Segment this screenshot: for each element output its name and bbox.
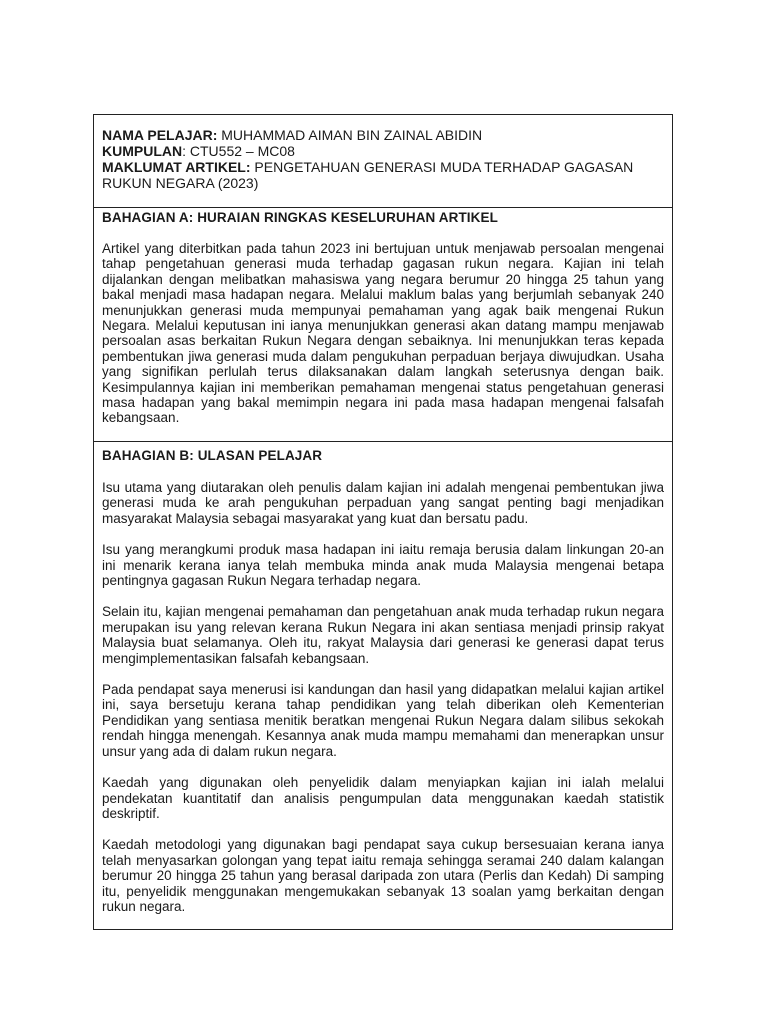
group-line: [102, 143, 664, 159]
group-value: : CTU552 – MC08: [182, 143, 295, 159]
article-info-line: [102, 159, 664, 191]
review-paragraph: Isu yang merangkumi produk masa hadapan ini iaitu remaja berusia dalam linkungan 20-an ini menarik kerana ianya telah membuka minda anak muda Malaysia mengenai betapa pentingnya gagasan Rukun Negara terhadap negara.: [102, 542, 664, 589]
section-a: [94, 210, 672, 442]
review-paragraph: Pada pendapat saya menerusi isi kandungan dan hasil yang didapatkan melalui kajian artikel ini, saya bersetuju kerana tahap pendidikan yang telah diberikan oleh Kementerian Pendidikan yang sentiasa menitik beratkan mengenai Rukun Negara dalam silibus sekokah rendah hingga menengah. Kesannya anak muda mampu memahami dan menerapkan unsur unsur yang ada di dalam rukun negara.: [102, 682, 664, 759]
student-name-label: NAMA PELAJAR:: [102, 127, 218, 143]
review-form: [93, 114, 673, 930]
student-info-block: [94, 115, 672, 208]
section-a-paragraph: Artikel yang diterbitkan pada tahun 2023 ini bertujuan untuk menjawab persoalan mengenai tahap pengetahuan generasi muda terhadap gagasan rukun negara. Kajian ini telah dijalankan dengan melibatkan mahasiswa yang negara berumur 20 hingga 25 tahun yang bakal menjadi masa hadapan negara. Melalui maklum balas yang berjumlah sebanyak 240 menunjukkan generasi muda mempunyai pemahaman yang agak baik mengenai Rukun Negara. Melalui keputusan ini ianya menunjukkan generasi akan datang mampu menjawab persoalan asas berkaitan Rukun Negara dengan sebaiknya. Ini menunjukkan teras kepada pembentukan jiwa generasi muda dalam pengukuhan perpaduan berjaya diwujudkan. Usaha yang signifikan perlulah terus dilaksanakan dalam langkah seterusnya dengan baik. Kesimpulannya kajian ini memberikan pemahaman mengenai status pengetahuan generasi masa hadapan yang bakal memimpin negara ini pada masa hadapan mengenai falsafah kebangsaan.: [102, 241, 664, 426]
section-a-title: BAHAGIAN A: HURAIAN RINGKAS KESELURUHAN ARTIKEL: [102, 210, 498, 225]
article-info-value: PENGETAHUAN GENERASI MUDA TERHADAP GAGASAN RUKUN NEGARA (2023): [102, 159, 634, 191]
student-name-line: [102, 127, 664, 143]
review-paragraph: Selain itu, kajian mengenai pemahaman dan pengetahuan anak muda terhadap rukun negara merupakan isu yang relevan kerana Rukun Negara ini akan sentiasa menjadi prinsip rakyat Malaysia buat selamanya. Oleh itu, rakyat Malaysia dari generasi ke generasi dapat terus mengimplementasikan falsafah kebangsaan.: [102, 604, 664, 666]
section-b: [94, 448, 672, 914]
review-paragraph: Kaedah metodologi yang digunakan bagi pendapat saya cukup bersesuaian kerana ianya telah menyasarkan golongan yang tepat iaitu remaja sehingga seramai 240 dalam kalangan berumur 20 hingga 25 tahun yang berasal daripada zon utara (Perlis dan Kedah) Di samping itu, penyelidik menggunakan mengemukakan sebanyak 13 soalan yamg berkaitan dengan rukun negara.: [102, 837, 664, 914]
section-b-title: BAHAGIAN B: ULASAN PELAJAR: [102, 448, 323, 463]
review-paragraph: Kaedah yang digunakan oleh penyelidik dalam menyiapkan kajian ini ialah melalui pendekatan kuantitatif dan analisis pengumpulan data menggunakan kaedah statistik deskriptif.: [102, 775, 664, 821]
article-info-label: MAKLUMAT ARTIKEL:: [102, 159, 251, 175]
student-name-value: MUHAMMAD AIMAN BIN ZAINAL ABIDIN: [217, 127, 483, 143]
group-label: KUMPULAN: [102, 143, 183, 159]
review-paragraph: Isu utama yang diutarakan oleh penulis dalam kajian ini adalah mengenai pembentukan jiwa generasi muda ke arah pengukuhan perpaduan yang sangat penting bagi menjadikan masyarakat Malaysia sebagai masyarakat yang kuat dan bersatu padu.: [102, 480, 664, 526]
